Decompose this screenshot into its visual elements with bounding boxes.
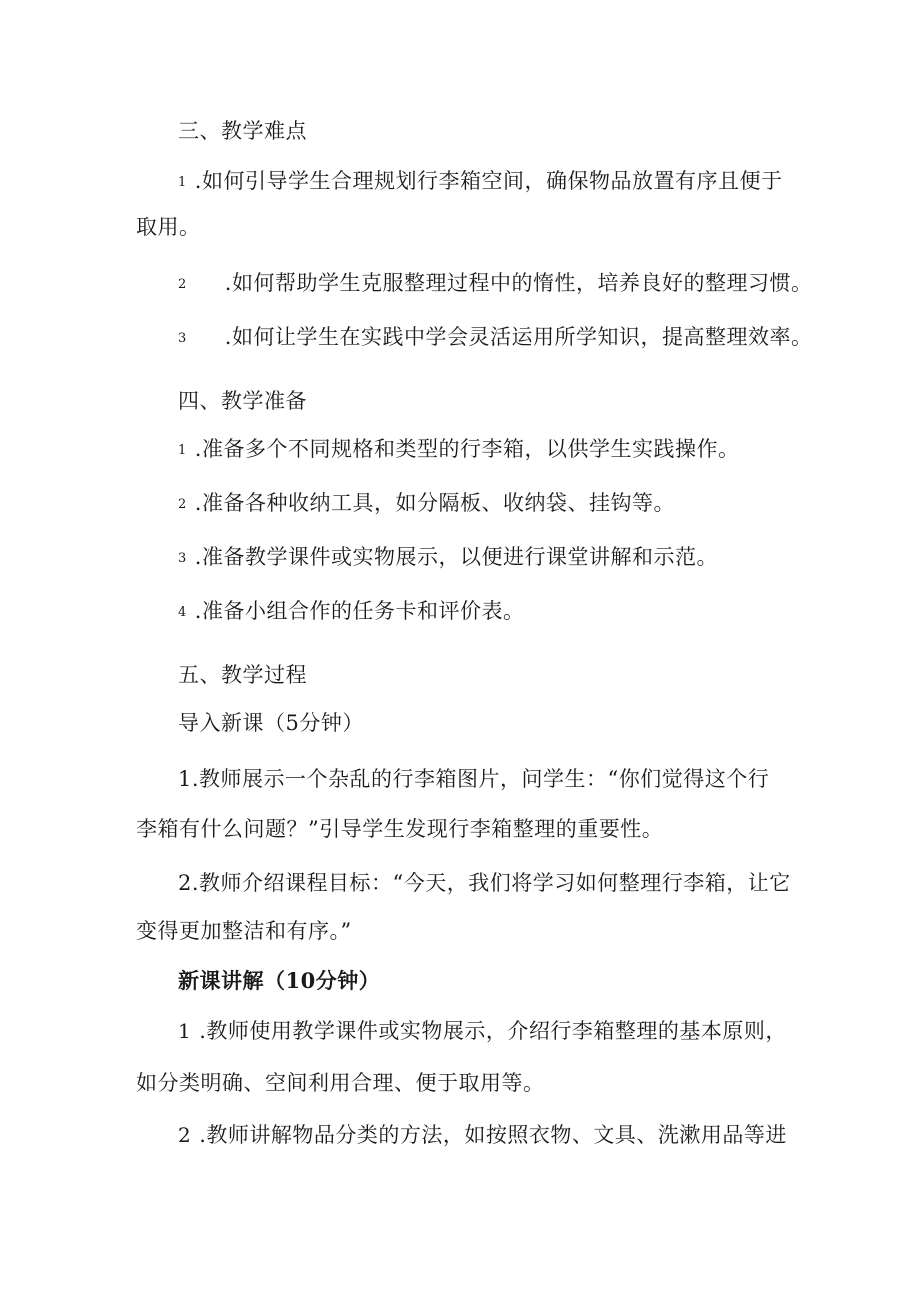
list-item: [178, 488, 675, 520]
list-number: 1: [178, 443, 187, 458]
list-number: 3: [178, 331, 187, 346]
list-text: .教师使用教学课件或实物展示，介绍行李箱整理的基本原则，: [199, 1019, 787, 1043]
list-text: .准备小组合作的任务卡和评价表。: [194, 599, 525, 623]
list-text: .如何让学生在实践中学会灵活运用所学知识，提高整理效率。: [224, 325, 813, 349]
list-text: .如何引导学生合理规划行李箱空间，确保物品放置有序且便于: [194, 169, 783, 193]
list-number: 1: [178, 175, 187, 190]
list-number: 2: [178, 277, 187, 292]
section-heading-process: 五、教学过程: [178, 663, 307, 687]
list-text: .教师讲解物品分类的方法，如按照衣物、文具、洗漱用品等进: [199, 1123, 787, 1147]
list-item: [178, 596, 524, 628]
list-item: [178, 434, 739, 466]
list-text: .准备多个不同规格和类型的行李箱，以供学生实践操作。: [194, 437, 740, 461]
paragraph-line: 李箱有什么问题？”引导学生发现行李箱整理的重要性。: [136, 817, 664, 841]
list-item: [178, 1016, 787, 1046]
subsection-title-new-lesson: 新课讲解（10分钟）: [178, 968, 381, 993]
list-number: 2: [178, 1123, 192, 1147]
list-number: 3: [178, 551, 187, 566]
list-item-continuation: 如分类明确、空间利用合理、便于取用等。: [136, 1071, 545, 1095]
list-text: .准备各种收纳工具，如分隔板、收纳袋、挂钩等。: [194, 491, 675, 515]
section-heading-preparation: 四、教学准备: [178, 389, 307, 413]
list-item: [178, 542, 718, 574]
list-number: 4: [178, 605, 187, 620]
list-item: [178, 166, 782, 198]
paragraph-line: 变得更加整洁和有序。”: [136, 919, 352, 943]
list-item: [178, 322, 812, 354]
list-item: [178, 1120, 787, 1150]
section-heading-difficulties: 三、教学难点: [178, 119, 307, 143]
list-number: 2: [178, 497, 187, 512]
list-text: .如何帮助学生克服整理过程中的惰性，培养良好的整理习惯。: [224, 271, 813, 295]
paragraph-line: 2.教师介绍课程目标：“今天，我们将学习如何整理行李箱，让它: [178, 871, 791, 895]
list-item-continuation: 取用。: [136, 215, 201, 239]
list-text: .准备教学课件或实物展示，以便进行课堂讲解和示范。: [194, 545, 718, 569]
list-number: 1: [178, 1019, 192, 1043]
subsection-title-intro: 导入新课（5分钟）: [178, 711, 364, 735]
list-item: [178, 268, 812, 300]
paragraph-line: 1.教师展示一个杂乱的行李箱图片，问学生：“你们觉得这个行: [178, 767, 770, 791]
